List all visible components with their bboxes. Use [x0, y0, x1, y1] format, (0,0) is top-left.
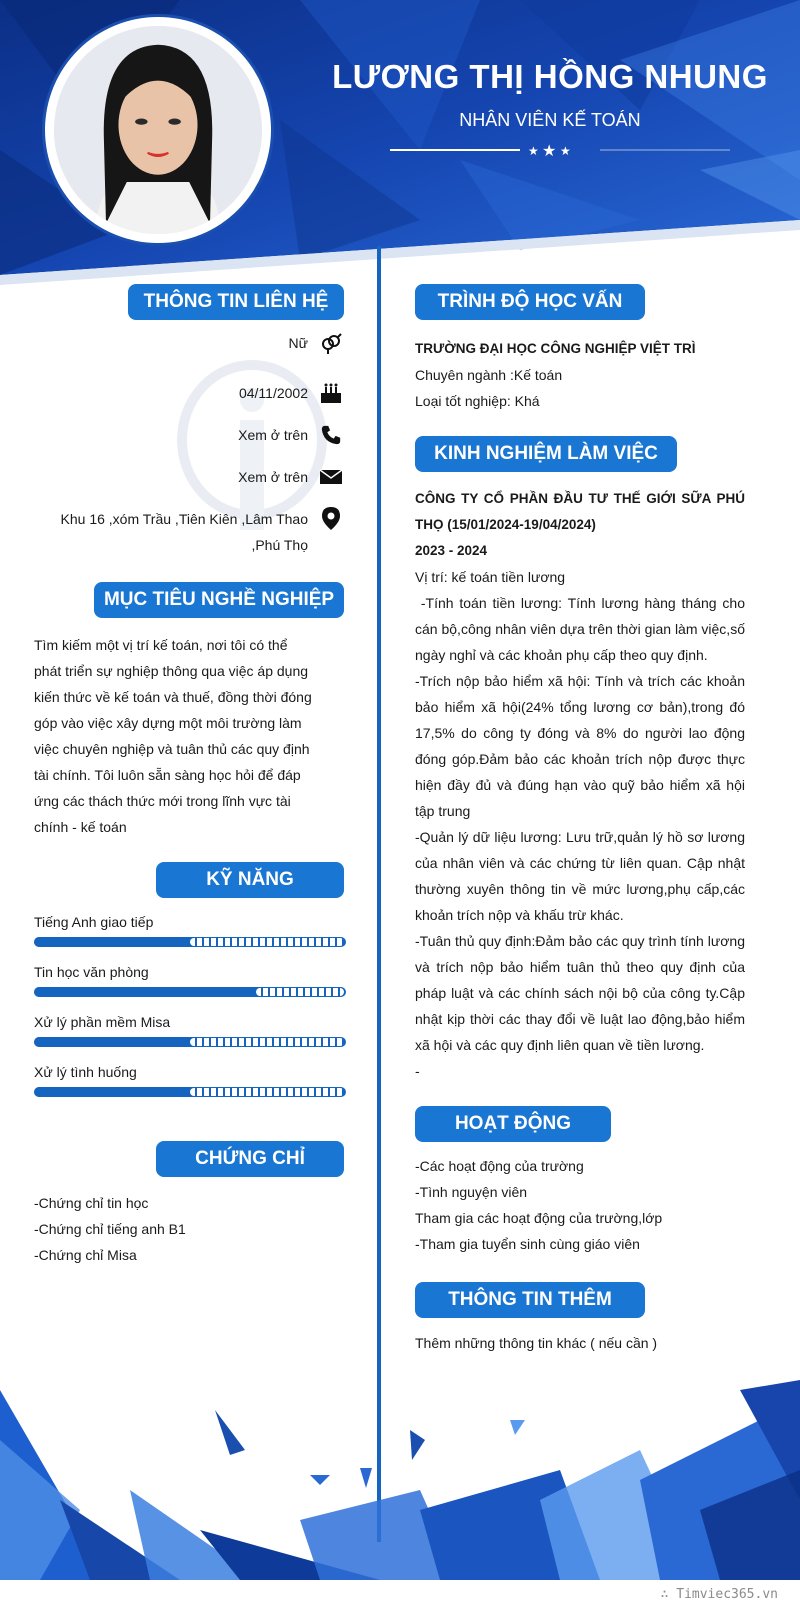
skill-fill: [34, 937, 190, 947]
svg-text:★: ★: [542, 141, 557, 160]
footer-background: [0, 1380, 800, 1580]
experience-period: 2023 - 2024: [415, 543, 488, 558]
certificates-heading: CHỨNG CHỈ: [156, 1141, 344, 1177]
activities-heading: HOẠT ĐỘNG: [415, 1106, 611, 1142]
skill-bar: [34, 1037, 346, 1047]
job-title: NHÂN VIÊN KẾ TOÁN: [459, 110, 641, 130]
skill-remaining: [190, 1038, 344, 1046]
avatar: [48, 20, 268, 240]
candidate-name: LƯƠNG THỊ HỒNG NHUNG: [332, 58, 768, 95]
activities-list: [415, 1153, 745, 1257]
skill-label: Tiếng Anh giao tiếp: [34, 914, 154, 930]
skill-bar: [34, 937, 346, 947]
experience-position: Vị trí: kế toán tiền lương: [415, 569, 566, 585]
objective-text: Tìm kiếm một vị trí kế toán, nơi tôi có thể phát triển sự nghiệp thông qua việc áp dụng kiến thức về kế toán và thuế, đồng thời đóng góp vào việc xây dựng một môi trường làm việc chuyên nghiệp và tuân thủ các quy định tài chính. Tôi luôn sẵn sàng học hỏi để đáp ứng các thách thức mới trong lĩnh vực tài chính - kế toán: [34, 637, 312, 835]
skill-label: Xử lý phần mềm Misa: [34, 1014, 171, 1030]
experience-heading: KINH NGHIỆM LÀM VIỆC: [415, 436, 677, 472]
contact-phone: [24, 422, 344, 448]
skill-item: [34, 1062, 346, 1097]
skill-label: Xử lý tình huống: [34, 1064, 137, 1080]
education-block: [415, 336, 745, 414]
envelope-icon: [318, 464, 344, 490]
skill-fill: [34, 1037, 190, 1047]
phone-value: Xem ở trên: [238, 427, 308, 443]
education-grade: Loại tốt nghiệp: Khá: [415, 393, 540, 409]
skill-remaining: [190, 938, 344, 946]
skill-item: [34, 962, 346, 997]
certificates-list: [34, 1190, 334, 1268]
skill-item: [34, 1012, 346, 1047]
activity-item: -Các hoạt động của trường: [415, 1158, 584, 1174]
birthday-cake-icon: [318, 380, 344, 406]
skill-bar: [34, 1087, 346, 1097]
education-major: Chuyên ngành :Kế toán: [415, 367, 563, 383]
skills-heading: KỸ NĂNG: [156, 862, 344, 898]
skill-remaining: [190, 1088, 344, 1096]
column-divider: [377, 246, 381, 1542]
phone-icon: [318, 422, 344, 448]
experience-detail: -Tuân thủ quy định:Đảm bảo các quy trình tính lương và trích nộp bảo hiểm tuân thủ theo quy định của pháp luật và các chính sách nội bộ của công ty.Cập nhật kịp thời các thay đổi về luật lao động,bảo hiểm xã hội và các quy định liên quan về tiền lương.: [415, 933, 745, 1053]
birthday-value: 04/11/2002: [238, 385, 308, 401]
contact-gender: [24, 330, 344, 356]
map-pin-icon: [318, 506, 344, 532]
svg-text:★: ★: [560, 144, 571, 158]
skill-label: Tin học văn phòng: [34, 964, 149, 980]
skill-remaining: [256, 988, 344, 996]
activity-item: -Tham gia tuyển sinh cùng giáo viên: [415, 1236, 640, 1252]
experience-detail: -Tính toán tiền lương: Tính lương hàng tháng cho cán bộ,công nhân viên dựa trên thời gian làm việc,số ngày nghỉ và các khoản phụ cấp theo quy định.: [415, 595, 749, 663]
objective-heading: MỤC TIÊU NGHỀ NGHIỆP: [94, 582, 344, 618]
gender-value: Nữ: [288, 335, 308, 351]
experience-detail: -Quản lý dữ liệu lương: Lưu trữ,quản lý hồ sơ lương của nhân viên và các chứng từ liên quan. Cập nhật thường xuyên thông tin về mức lương,phụ cấp,các khoản trích nộp và khấu trừ khác.: [415, 829, 745, 923]
title-decoration: [390, 140, 730, 160]
certificate-item: -Chứng chỉ tin học: [34, 1195, 149, 1211]
site-watermark: ∴ Timviec365.vn: [660, 1587, 778, 1602]
gender-icon: [318, 330, 344, 356]
education-heading: TRÌNH ĐỘ HỌC VẤN: [415, 284, 645, 320]
contact-birthday: [24, 380, 344, 406]
certificate-item: -Chứng chỉ Misa: [34, 1247, 137, 1263]
activity-item: -Tình nguyện viên: [415, 1184, 528, 1200]
experience-detail: -Trích nộp bảo hiểm xã hội: Tính và trích các khoản bảo hiểm xã hội(24% tổng lương cơ bản),trong đó 17,5% do công ty đóng và 8% do người lao động đóng góp.Đảm bảo các khoản trích nộp được thực hiện đầy đủ và đúng hạn vào quỹ bảo hiểm xã hội tập trung: [415, 673, 745, 819]
certificate-item: -Chứng chỉ tiếng anh B1: [34, 1221, 186, 1237]
email-value: Xem ở trên: [238, 469, 308, 485]
extra-info-heading: THÔNG TIN THÊM: [415, 1282, 645, 1318]
skill-fill: [34, 987, 256, 997]
activity-item: Tham gia các hoạt động của trường,lớp: [415, 1210, 663, 1226]
svg-text:★: ★: [528, 144, 539, 158]
extra-info-text: Thêm những thông tin khác ( nếu cần ): [415, 1335, 658, 1351]
profile-photo: [54, 26, 262, 234]
address-value: Khu 16 ,xóm Trầu ,Tiên Kiên ,Lâm Thao ,Phú Thọ: [60, 511, 308, 553]
experience-block: [415, 486, 749, 1084]
company-name: CÔNG TY CỔ PHẦN ĐẦU TƯ THẾ GIỚI SỮA PHÚ THỌ (15/01/2024-19/04/2024): [415, 491, 745, 532]
skill-bar: [34, 987, 346, 997]
contact-address: [54, 506, 344, 558]
school-name: TRƯỜNG ĐẠI HỌC CÔNG NGHIỆP VIỆT TRÌ: [415, 341, 696, 356]
contact-heading: THÔNG TIN LIÊN HỆ: [128, 284, 344, 320]
experience-detail: -: [415, 1063, 420, 1079]
skill-item: [34, 912, 346, 947]
contact-email: [24, 464, 344, 490]
skill-fill: [34, 1087, 190, 1097]
